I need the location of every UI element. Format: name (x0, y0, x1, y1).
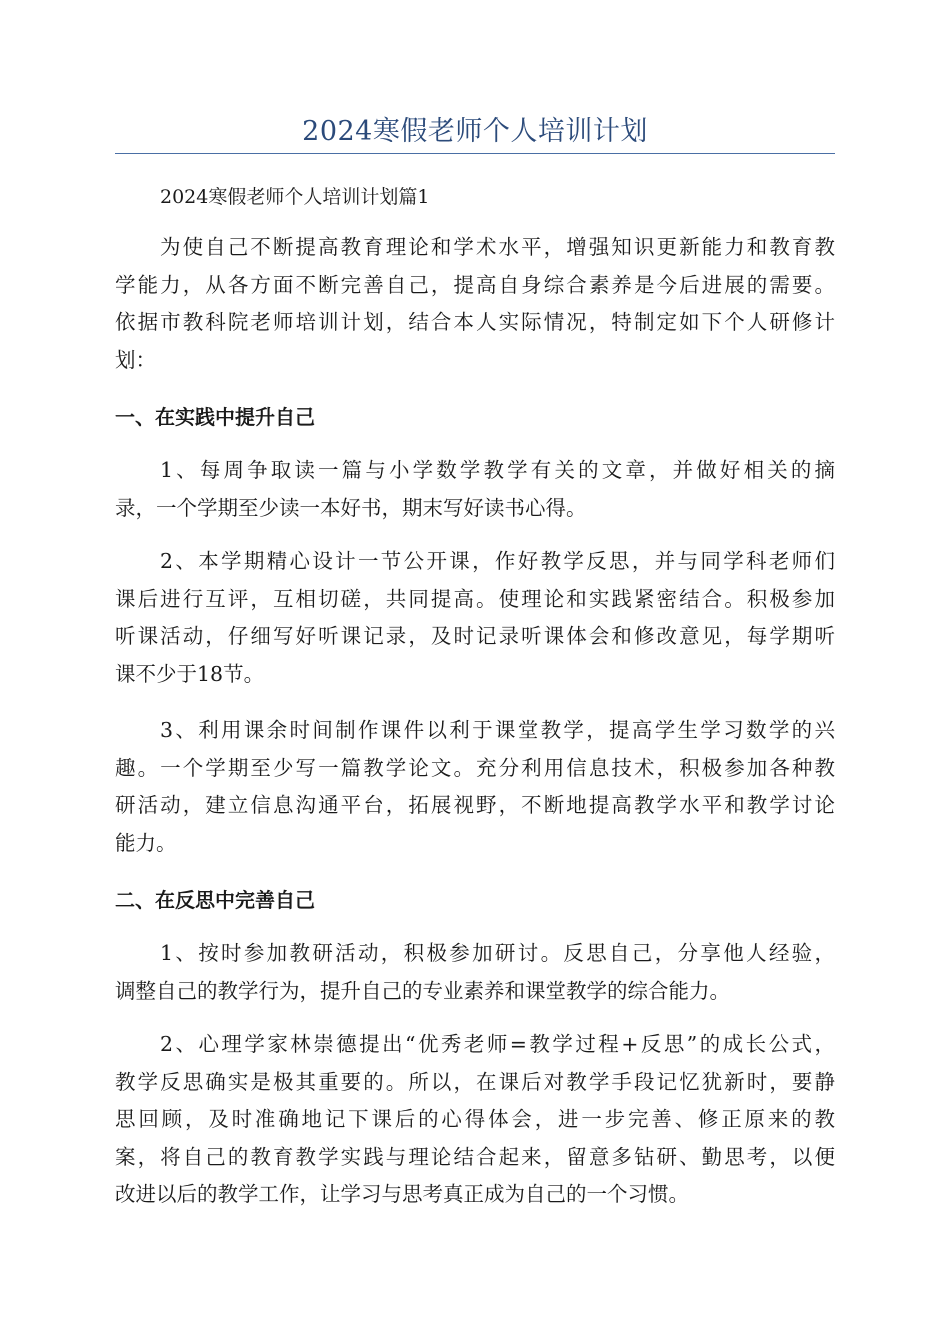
paragraph-line: 1、按时参加教研活动，积极参加研讨。反思自己，分享他人经验， (160, 941, 835, 965)
paragraph-line: 趣。一个学期至少写一篇教学论文。充分利用信息技术，积极参加各种教 (115, 755, 835, 780)
paragraph-line: 录，一个学期至少读一本好书，期末写好读书心得。 (115, 495, 587, 520)
paragraph-line: 改进以后的教学工作，让学习与思考真正成为自己的一个习惯。 (115, 1182, 689, 1206)
paragraph-line: 课后进行互评，互相切磋，共同提高。使理论和实践紧密结合。积极参加 (115, 586, 835, 611)
paragraph-line: 划： (115, 347, 156, 372)
paragraph-line: 1、每周争取读一篇与小学数学教学有关的文章，并做好相关的摘 (160, 458, 835, 482)
title-underline-divider (115, 153, 835, 154)
document-subtitle: 2024寒假老师个人培训计划篇1 (160, 186, 430, 208)
section-heading-1: 一、在实践中提升自己 (115, 405, 315, 429)
section1-item3-paragraph (115, 712, 835, 862)
section2-item1-paragraph (115, 935, 835, 1010)
paragraph-line: 为使自己不断提高教育理论和学术水平，增强知识更新能力和教育教 (160, 235, 835, 259)
document-title: 2024寒假老师个人培训计划 (302, 116, 648, 147)
paragraph-line: 依据市教科院老师培训计划，结合本人实际情况，特制定如下个人研修计 (115, 310, 835, 334)
paragraph-line: 研活动，建立信息沟通平台，拓展视野，不断地提高教学水平和教学讨论 (115, 793, 835, 817)
paragraph-line: 能力。 (115, 830, 177, 855)
paragraph-line: 2、本学期精心设计一节公开课，作好教学反思，并与同学科老师们 (160, 549, 835, 573)
section-heading-2: 二、在反思中完善自己 (115, 888, 315, 912)
paragraph-line: 学能力，从各方面不断完善自己，提高自身综合素养是今后进展的需要。 (115, 272, 835, 297)
paragraph-line: 调整自己的教学行为，提升自己的专业素养和课堂教学的综合能力。 (115, 978, 730, 1003)
paragraph-line: 思回顾，及时准确地记下课后的心得体会，进一步完善、修正原来的教 (115, 1107, 835, 1131)
section1-item1-paragraph (115, 452, 835, 527)
paragraph-line: 教学反思确实是极其重要的。所以，在课后对教学手段记忆犹新时，要静 (115, 1069, 835, 1094)
section2-item2-paragraph (115, 1026, 835, 1214)
section1-item2-paragraph (115, 543, 835, 693)
paragraph-line: 课不少于18节。 (115, 661, 265, 686)
paragraph-line: 听课活动，仔细写好听课记录，及时记录听课体会和修改意见，每学期听 (115, 624, 835, 648)
paragraph-line: 案，将自己的教育教学实践与理论结合起来，留意多钻研、勤思考，以便 (115, 1144, 835, 1169)
paragraph-line: 3、利用课余时间制作课件以利于课堂教学，提高学生学习数学的兴 (160, 718, 835, 742)
paragraph-line: 2、心理学家林崇德提出“优秀老师=教学过程+反思”的成长公式， (160, 1032, 835, 1056)
intro-paragraph (115, 229, 835, 379)
